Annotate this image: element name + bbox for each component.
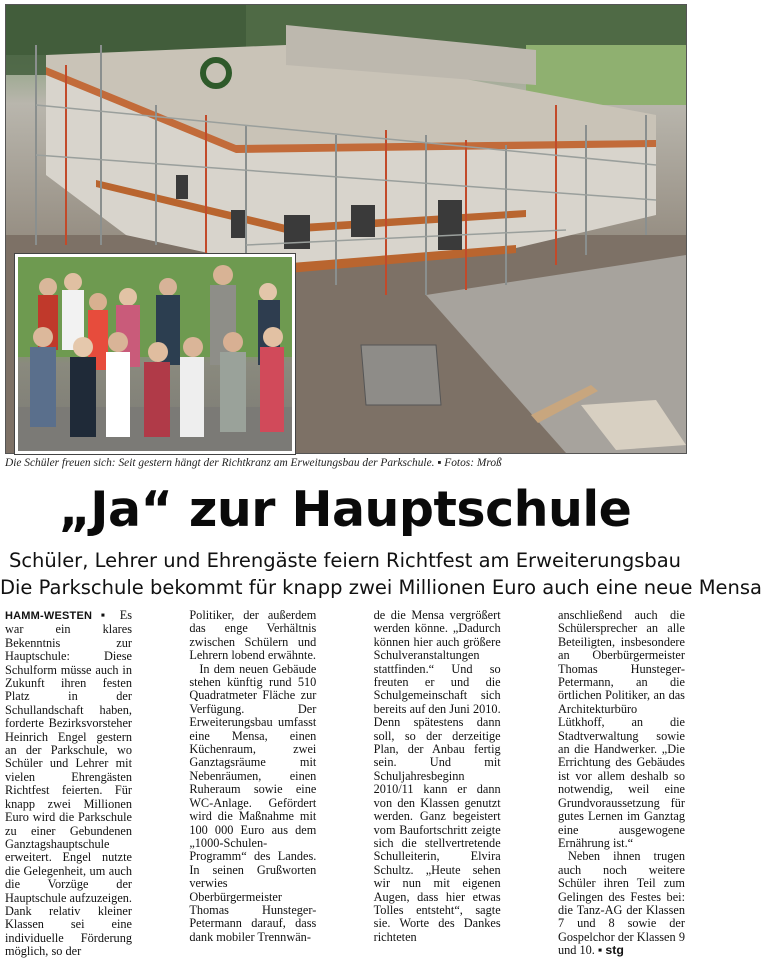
article-paragraph: de die Mensa vergrößert werden könne. „Dadurch können hier auch größere Schulveranstaltungen stattfinden.“ Und so freuten er und die Schulgemeinschaft sich bereits auf den Juni 2010. Denn spätestens dann soll, so der derzeitige Plan, der Anbau fertig sein. Und mit Schuljahresbeginn 2010/11 kann er dann von den Klassen genutzt werden. Ganz begeistert vom Baufortschritt zeigte sich die stellvertretende Schulleiterin, Elvira Schultz. „Heute sehen wir nun mit eigenen Augen, dass hier etwas Tolles entsteht“, sagte sie. Worte des Dankes richteten (373, 608, 501, 944)
subheadline-1: Schüler, Lehrer und Ehrengäste feiern Richtfest am Erweiterungsbau (8, 549, 682, 572)
article-paragraph: Politiker, der außerdem das enge Verhältnis zwischen Schülern und Lehrern lobend erwähnte. (189, 608, 317, 663)
pupils-group-illustration (18, 257, 292, 451)
article-column-3 (373, 608, 501, 944)
article-paragraph: In dem neuen Gebäude stehen künftig rund 510 Quadratmeter Fläche zur Verfügung. Der Erweiterungsbau umfasst eine Mensa, einen Küchenraum, zwei Ganztagsräume mit Nebenräumen, einen Ruheraum sowie eine WC-Anlage. Gefördert wird die Maßnahme mit 100 000 Euro aus dem „1000-Schulen-Programm“ des Landes. In seinen Grußworten verwies Oberbürgermeister Thomas Hunsteger-Petermann darauf, dass dank mobiler Trennwän- (189, 661, 317, 944)
signature-separator: ▪ (597, 943, 603, 958)
inset-photo-pupils (15, 254, 295, 454)
article-column-1 (5, 608, 133, 959)
photo-credit: Fotos: Mroß (444, 457, 502, 469)
column-4-final-text: Neben ihnen trugen auch noch weitere Schüler ihren Teil zum Gelingen des Festes bei: die Tanz-AG der Klassen 7 und 8 sowie der Gospelchor der Klassen 9 und 10. (557, 849, 685, 958)
article-paragraph (5, 609, 132, 959)
main-photo-construction-site (5, 4, 687, 454)
dateline-separator: ▪ (100, 608, 111, 622)
column-1-text: Es war ein klares Bekenntnis zur Hauptschule: Diese Schulform müsse auch in Zukunft ihren festen Platz in der Schullandschaft haben, forderte Bezirksvorsteher Heinrich Engel gestern an der Parkschule, wo Schüler und Lehrer mit vielen Ehrengästen Richtfest feierten. Für knapp zwei Millionen Euro wird die Parkschule zu einer Gebundenen Ganztagshauptschule erweitert. Engel nutzte die Gelegenheit, um auch die Vorzüge der Hauptschule aufzuzeigen. Dank relativ kleiner Klassen sei eine individuelle Förderung möglich, so der (5, 608, 133, 959)
subheadline-2: Die Parkschule bekommt für knapp zwei Millionen Euro auch eine neue Mensa (0, 576, 762, 599)
author-signature: stg (605, 943, 624, 958)
caption-separator: ▪ (437, 457, 442, 469)
dateline: HAMM-WESTEN (5, 610, 93, 622)
photo-caption (5, 457, 685, 469)
article-paragraph (558, 850, 685, 957)
caption-text: Die Schüler freuen sich: Seit gestern hängt der Richtkranz am Erweitungsbau der Parkschule. (5, 457, 435, 469)
article-body (5, 608, 685, 959)
article-paragraph: anschließend auch die Schülersprecher an alle Beteiligten, insbesondere an Oberbürgermeister Thomas Hunsteger-Petermann, an die örtlichen Politiker, an das Architekturbüro Lütkhoff, an die Stadtverwaltung sowie an die Handwerker. „Die Errichtung des Gebäudes ist vor allem deshalb so notwendig, weil eine Grundvoraussetzung für gutes Lernen im Ganztag eine ausgewogene Ernährung ist.“ (557, 608, 685, 850)
article-column-4 (557, 608, 685, 958)
article-column-2 (189, 608, 317, 944)
headline: „Ja“ zur Hauptschule (58, 481, 632, 538)
